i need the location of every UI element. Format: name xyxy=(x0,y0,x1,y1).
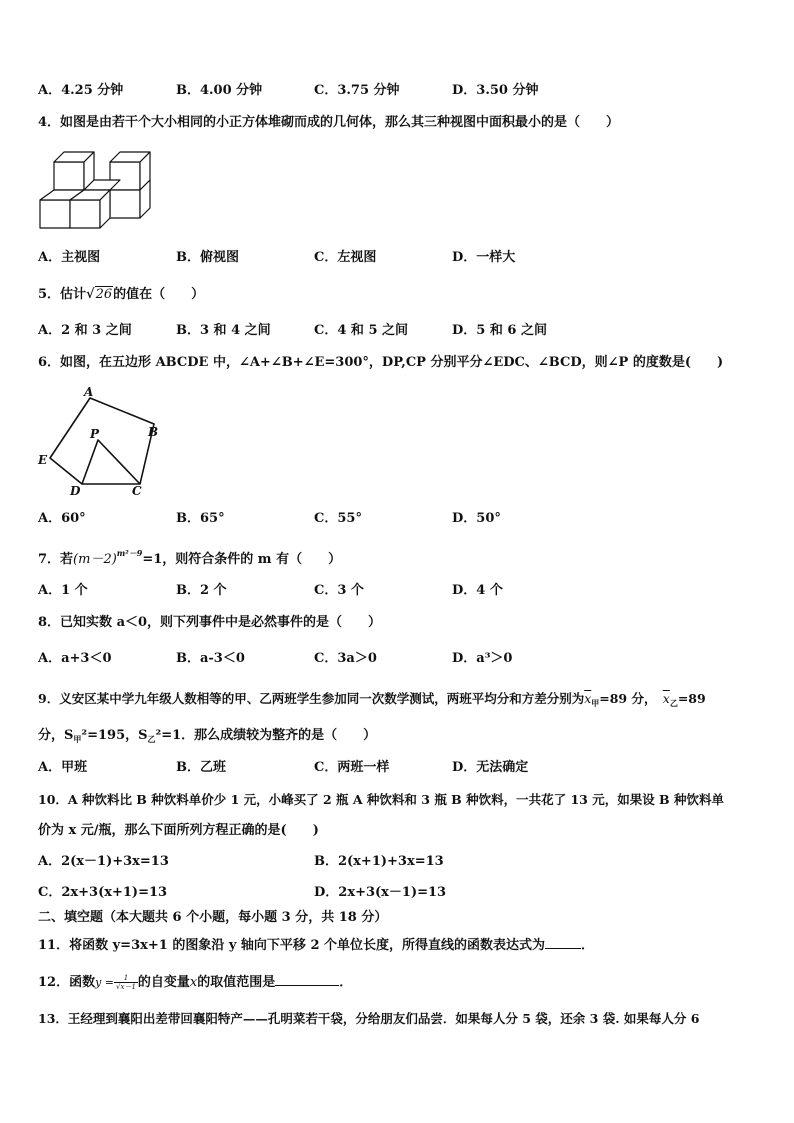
q6-option-a: A．60° xyxy=(38,511,86,526)
q10-option-b: B．2(x+1)+3x=13 xyxy=(314,854,444,869)
q5-option-c: C．4 和 5 之间 xyxy=(314,323,409,338)
q3-option-c: C．3.75 分钟 xyxy=(314,83,400,98)
q6-option-c: C．55° xyxy=(314,511,362,526)
q10-stem-line1: 10．A 种饮料比 B 种饮料单价少 1 元，小峰买了 2 瓶 A 种饮料和 3 瓶 B 种饮料，一共花了 13 元，如果设 B 种饮料单 xyxy=(38,792,724,807)
q12-suffix: 的取值范围是 xyxy=(197,975,276,990)
q4-option-a: A．主视图 xyxy=(38,250,101,265)
q9-s-sub-yi: 乙 xyxy=(147,734,156,744)
q12-y-eq: y = xyxy=(95,976,115,989)
q5-text-after: 的值在（ ） xyxy=(113,287,205,302)
q9-line2-a: 分，S xyxy=(38,728,74,743)
q12-var: x xyxy=(189,975,198,990)
q7-option-a: A．1 个 xyxy=(38,583,88,598)
q8-option-b: B．a-3＜0 xyxy=(176,651,245,666)
q12-denominator-expr: x－1 xyxy=(120,983,136,991)
q9-xbar-jia: $\overline{x}$ xyxy=(584,691,592,706)
q7-option-c: C．3 个 xyxy=(314,583,364,598)
q6-label-c: C xyxy=(132,484,142,496)
q4-stem: 4．如图是由若干个大小相同的小正方体堆砌而成的几何体，那么其三种视图中面积最小的是（ ） xyxy=(38,115,620,130)
section2-title: 二、填空题（本大题共 6 个小题，每小题 3 分，共 18 分） xyxy=(38,910,388,925)
q8-option-c: C．3a＞0 xyxy=(314,651,377,666)
q9-line2-b: ²=195，S xyxy=(81,728,148,743)
q4-cube-figure xyxy=(38,146,158,232)
q9-option-a: A．甲班 xyxy=(38,760,88,775)
q6-label-b: B xyxy=(148,425,159,439)
q9-eq1: =89 分， xyxy=(599,691,651,706)
q9-option-d: D．无法确定 xyxy=(452,760,529,775)
q5-option-a: A．2 和 3 之间 xyxy=(38,323,132,338)
q6-pentagon-figure xyxy=(36,384,166,496)
q12-mid: 的自变量 xyxy=(137,975,190,990)
q12-stem xyxy=(38,973,352,992)
q7-stem xyxy=(38,544,341,569)
q5-option-d: D．5 和 6 之间 xyxy=(452,323,547,338)
q9-s-sub-jia: 甲 xyxy=(73,734,82,744)
q10-option-c: C．2x+3(x+1)=13 xyxy=(38,885,168,900)
q4-option-c: C．左视图 xyxy=(314,250,377,265)
q9-option-c: C．两班一样 xyxy=(314,760,390,775)
q6-label-e: E xyxy=(38,453,48,467)
q11-answer-blank xyxy=(545,936,581,949)
q9-line2-c: ²=1．那么成绩较为整齐的是（ ） xyxy=(155,728,377,743)
q12-denominator: √x－1 xyxy=(116,983,136,991)
q6-label-a: A xyxy=(84,385,94,399)
q12-fraction xyxy=(114,974,138,991)
q12-end: ． xyxy=(339,975,353,990)
q11-end: ． xyxy=(581,938,595,953)
q7-exponent: m²－9 xyxy=(116,548,143,558)
q9-sub-yi: 乙 xyxy=(669,698,678,708)
q8-option-d: D．a³＞0 xyxy=(452,651,513,666)
q7-option-b: B．2 个 xyxy=(176,583,227,598)
q7-base: (m－2) xyxy=(73,552,117,567)
q10-option-d: D．2x+3(x－1)=13 xyxy=(314,885,447,900)
q9-line1-text: 9．义安区某中学九年级人数相等的甲、乙两班学生参加同一次数学测试，两班平均分和方差分别为 xyxy=(38,691,585,706)
q7-option-d: D．4 个 xyxy=(452,583,503,598)
q12-answer-blank xyxy=(275,973,339,986)
q10-stem-line2: 价为 x 元/瓶，那么下面所列方程正确的是( ) xyxy=(38,823,319,838)
q5-text-before: 5．估计 xyxy=(38,287,87,302)
q9-stem-line1 xyxy=(38,690,706,712)
q8-stem: 8．已知实数 a＜0，则下列事件中是必然事件的是（ ） xyxy=(38,615,382,630)
q10-option-a: A．2(x－1)+3x=13 xyxy=(38,854,169,869)
q6-label-p: P xyxy=(90,427,100,441)
q6-option-b: B．65° xyxy=(176,511,225,526)
q12-numerator: 1 xyxy=(114,974,138,983)
q9-eq2: =89 xyxy=(677,691,706,706)
q4-option-b: B．俯视图 xyxy=(176,250,239,265)
q9-stem-line2 xyxy=(38,727,376,748)
q13-stem: 13．王经理到襄阳出差带回襄阳特产——孔明菜若干袋，分给朋友们品尝．如果每人分 5 袋，还余 3 袋. 如果每人分 6 xyxy=(38,1011,700,1026)
q5-radicand: 26 xyxy=(95,287,113,302)
q9-sub-jia: 甲 xyxy=(591,698,600,708)
q11-text: 11．将函数 y=3x+1 的图象沿 y 轴向下平移 2 个单位长度，所得直线的函数表达式为 xyxy=(38,938,546,953)
q6-label-d: D xyxy=(70,484,81,496)
q5-stem xyxy=(38,286,204,304)
q3-option-a: A．4.25 分钟 xyxy=(38,83,124,98)
q7-prefix: 7．若 xyxy=(38,552,74,567)
q3-option-b: B．4.00 分钟 xyxy=(176,83,263,98)
q5-sqrt: √26 xyxy=(86,287,113,302)
q12-prefix: 12．函数 xyxy=(38,975,96,990)
q6-option-d: D．50° xyxy=(452,511,501,526)
q9-option-b: B．乙班 xyxy=(176,760,226,775)
q5-option-b: B．3 和 4 之间 xyxy=(176,323,271,338)
q8-option-a: A．a+3＜0 xyxy=(38,651,112,666)
q7-suffix: =1，则符合条件的 m 有（ ） xyxy=(142,552,342,567)
q3-option-d: D．3.50 分钟 xyxy=(452,83,539,98)
q4-option-d: D．一样大 xyxy=(452,250,516,265)
q9-xbar-yi: $\overline{x}$ xyxy=(662,691,670,706)
q11-stem xyxy=(38,936,594,955)
q6-stem: 6．如图，在五边形 ABCDE 中，∠A+∠B+∠E=300°，DP,CP 分别平分∠EDC、∠BCD，则∠P 的度数是( ) xyxy=(38,355,724,370)
